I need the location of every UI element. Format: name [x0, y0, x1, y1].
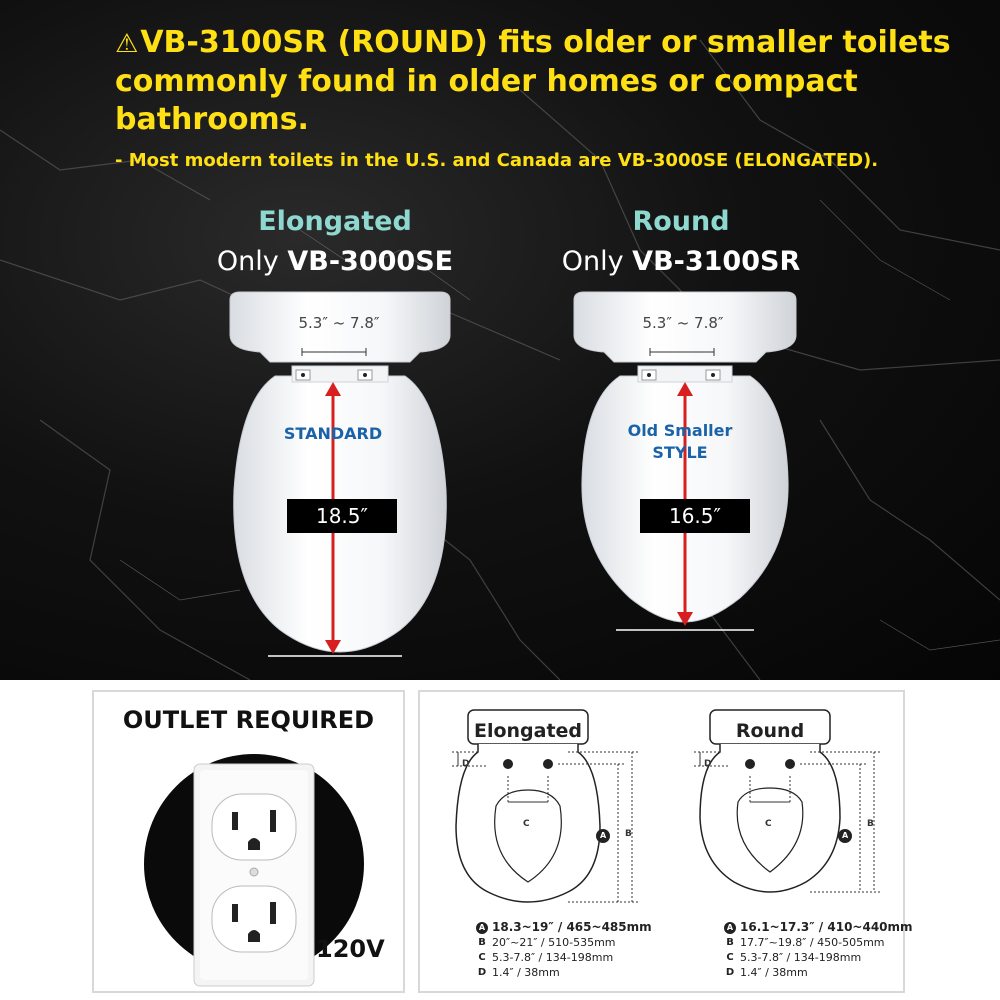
outlet-title: OUTLET REQUIRED: [122, 706, 375, 734]
elongated-model: [185, 246, 485, 277]
round-type-label-line1: Old Smaller: [627, 421, 733, 440]
elongated-spec-a: [472, 920, 652, 935]
round-d-marker: D: [704, 759, 712, 769]
elongated-spec-d: [472, 965, 652, 980]
subline: - Most modern toilets in the U.S. and Canada are VB-3000SE (ELONGATED).: [115, 150, 879, 171]
round-a-marker: A: [842, 831, 849, 840]
elongated-spec-b: [472, 935, 652, 950]
elongated-b-marker: B: [625, 829, 632, 839]
round-spec-d: [720, 965, 913, 980]
round-seat-illustration: [570, 290, 810, 650]
elongated-length-label: 18.5″: [287, 499, 397, 533]
receptacle-top: [212, 794, 296, 860]
elongated-hinge-range: 5.3″ ~ 7.8″: [298, 314, 380, 332]
outlet-screw: [250, 868, 258, 876]
elongated-model-prefix: Only: [216, 246, 288, 277]
headline: [115, 24, 975, 139]
outlet-panel: [92, 690, 405, 993]
elongated-seat-illustration: [220, 290, 460, 670]
spec-key-d: D: [725, 967, 735, 978]
elongated-title: Elongated: [258, 206, 412, 237]
spec-value: 1.4″ / 38mm: [740, 966, 808, 979]
spec-value: 18.3~19″ / 465~485mm: [492, 920, 652, 934]
elongated-type-label: STANDARD: [283, 424, 383, 443]
elongated-a-marker: A: [600, 831, 607, 840]
headline-text: VB-3100SR (ROUND) fits older or smaller toilets commonly found in older homes or compact bathrooms.: [115, 25, 951, 137]
spec-value: 16.1~17.3″ / 410~440mm: [740, 920, 913, 934]
elongated-diagram-title: Elongated: [473, 720, 583, 742]
round-b-marker: B: [867, 819, 874, 829]
voltage-label: 120V: [316, 935, 385, 963]
round-spec-a: [720, 920, 913, 935]
round-spec-b: [720, 935, 913, 950]
spec-key-b: B: [726, 937, 734, 948]
round-spec-c: [720, 950, 913, 965]
round-title: Round: [632, 206, 730, 237]
round-model-number: VB-3100SR: [632, 246, 801, 277]
spec-key-c: C: [478, 952, 486, 963]
round-model: [531, 246, 831, 277]
spec-value: 17.7″~19.8″ / 450-505mm: [740, 936, 885, 949]
elongated-spec-c: [472, 950, 652, 965]
receptacle-bottom: [212, 886, 296, 952]
elongated-spec-list: [472, 920, 652, 980]
spec-value: 5.3-7.8″ / 134-198mm: [740, 951, 862, 964]
elongated-d-marker: D: [462, 759, 470, 769]
round-hinge-range: 5.3″ ~ 7.8″: [642, 314, 724, 332]
spec-key-a: A: [476, 922, 488, 934]
round-model-prefix: Only: [561, 246, 633, 277]
round-type-label-line2: STYLE: [652, 443, 708, 462]
spec-key-d: D: [477, 967, 487, 978]
elongated-c-marker: C: [523, 819, 530, 829]
spec-value: 20″~21″ / 510-535mm: [492, 936, 616, 949]
round-spec-list: [720, 920, 913, 980]
round-length-label: 16.5″: [640, 499, 750, 533]
elongated-model-number: VB-3000SE: [287, 246, 454, 277]
spec-key-b: B: [478, 937, 486, 948]
warning-triangle-icon: ⚠: [115, 29, 139, 59]
round-c-marker: C: [765, 819, 772, 829]
spec-key-a: A: [724, 922, 736, 934]
round-diagram-title: Round: [735, 720, 805, 742]
dimensions-panel: [418, 690, 913, 993]
spec-value: 5.3-7.8″ / 134-198mm: [492, 951, 614, 964]
spec-key-c: C: [726, 952, 734, 963]
round-type-label: [600, 420, 760, 464]
spec-value: 1.4″ / 38mm: [492, 966, 560, 979]
bottom-section: [0, 680, 1000, 1000]
